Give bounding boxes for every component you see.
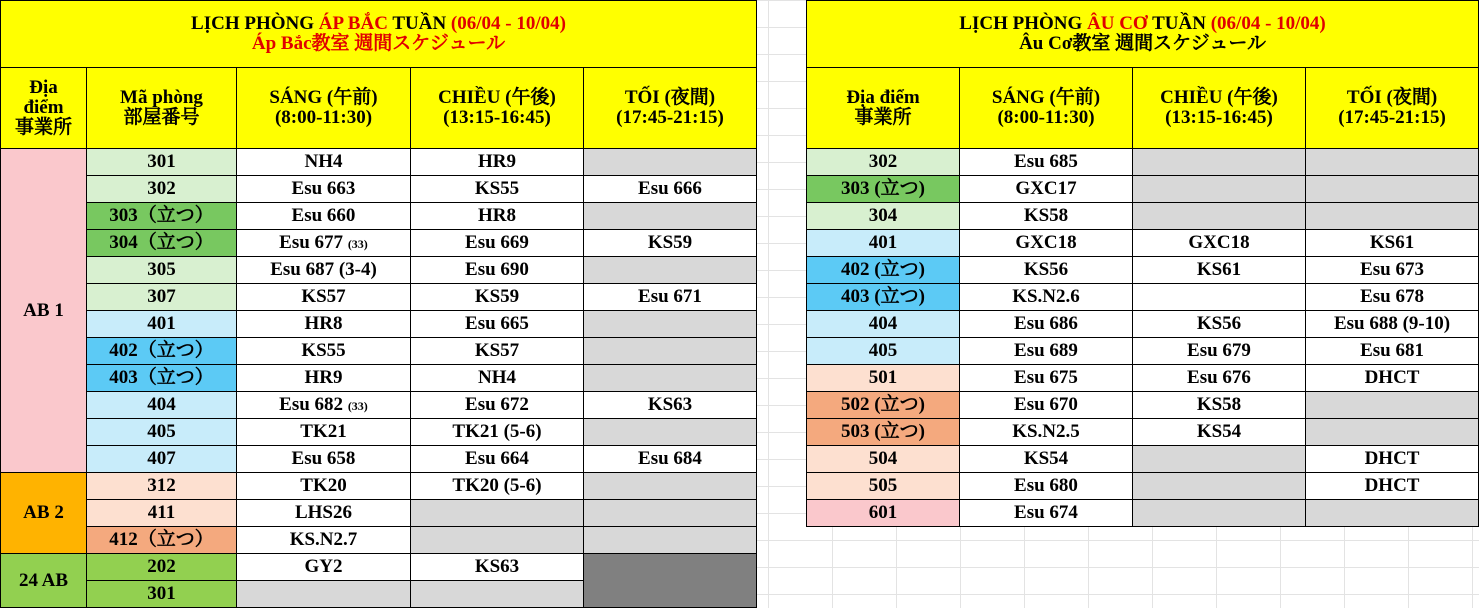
table-row xyxy=(1,230,757,257)
morning-cell: KS.N2.5 xyxy=(960,419,1133,446)
morning-cell: Esu 675 xyxy=(960,365,1133,392)
room-cell: 412（立つ） xyxy=(87,527,237,554)
morning-cell: GXC17 xyxy=(960,176,1133,203)
table-row xyxy=(807,176,1479,203)
afternoon-cell: KS55 xyxy=(411,176,584,203)
table-row xyxy=(1,500,757,527)
table-row xyxy=(807,203,1479,230)
evening-cell xyxy=(584,149,757,176)
table-row xyxy=(807,338,1479,365)
morning-cell: Esu 677 (33) xyxy=(237,230,411,257)
table-row xyxy=(1,176,757,203)
evening-cell xyxy=(584,203,757,230)
evening-cell xyxy=(584,257,757,284)
evening-cell xyxy=(584,365,757,392)
morning-cell: KS54 xyxy=(960,446,1133,473)
location-header: Địa điểm 事業所 xyxy=(1,68,87,149)
afternoon-cell xyxy=(1133,473,1306,500)
morning-cell: NH4 xyxy=(237,149,411,176)
afternoon-cell xyxy=(411,581,584,608)
room-cell: 501 xyxy=(807,365,960,392)
table-row xyxy=(1,203,757,230)
table-row xyxy=(1,284,757,311)
morning-cell: Esu 680 xyxy=(960,473,1133,500)
evening-cell xyxy=(584,419,757,446)
table-row xyxy=(1,473,757,500)
afternoon-cell xyxy=(411,527,584,554)
au-co-schedule-table xyxy=(806,0,1479,527)
room-cell: 503 (立つ) xyxy=(807,419,960,446)
afternoon-cell: Esu 676 xyxy=(1133,365,1306,392)
room-cell: 402 (立つ) xyxy=(807,257,960,284)
evening-cell: DHCT xyxy=(1306,365,1479,392)
au-co-title-cell xyxy=(807,1,1479,68)
evening-cell: Esu 666 xyxy=(584,176,757,203)
room-cell: 301 xyxy=(87,581,237,608)
evening-cell: Esu 673 xyxy=(1306,257,1479,284)
location-group-ab1: AB 1 xyxy=(1,149,87,473)
room-cell: 402（立つ） xyxy=(87,338,237,365)
morning-cell: Esu 687 (3-4) xyxy=(237,257,411,284)
evening-cell: DHCT xyxy=(1306,446,1479,473)
location-group-24ab: 24 AB xyxy=(1,554,87,608)
table-row xyxy=(807,500,1479,527)
evening-cell xyxy=(1306,203,1479,230)
afternoon-cell: Esu 672 xyxy=(411,392,584,419)
table-row xyxy=(1,554,757,581)
afternoon-cell: Esu 679 xyxy=(1133,338,1306,365)
evening-cell: Esu 671 xyxy=(584,284,757,311)
table-row xyxy=(1,527,757,554)
afternoon-cell: GXC18 xyxy=(1133,230,1306,257)
room-cell: 405 xyxy=(87,419,237,446)
afternoon-cell: KS54 xyxy=(1133,419,1306,446)
morning-cell: TK20 xyxy=(237,473,411,500)
evening-cell xyxy=(1306,149,1479,176)
morning-cell: KS56 xyxy=(960,257,1133,284)
capacity-note: (33) xyxy=(347,236,368,251)
evening-header: TỐI (夜間) (17:45-21:15) xyxy=(1306,68,1479,149)
afternoon-cell: Esu 665 xyxy=(411,311,584,338)
morning-header: SÁNG (午前) (8:00-11:30) xyxy=(960,68,1133,149)
morning-cell: GXC18 xyxy=(960,230,1133,257)
table-row xyxy=(1,338,757,365)
evening-cell: KS63 xyxy=(584,392,757,419)
table-row xyxy=(1,149,757,176)
morning-cell: LHS26 xyxy=(237,500,411,527)
afternoon-cell: HR9 xyxy=(411,149,584,176)
table-row xyxy=(807,230,1479,257)
morning-cell: Esu 686 xyxy=(960,311,1133,338)
afternoon-cell xyxy=(411,500,584,527)
evening-cell: Esu 678 xyxy=(1306,284,1479,311)
table-row xyxy=(1,419,757,446)
morning-cell: Esu 674 xyxy=(960,500,1133,527)
table-row xyxy=(807,149,1479,176)
room-cell: 304 xyxy=(807,203,960,230)
afternoon-cell xyxy=(1133,284,1306,311)
evening-cell: KS59 xyxy=(584,230,757,257)
afternoon-cell: KS61 xyxy=(1133,257,1306,284)
evening-cell xyxy=(584,338,757,365)
afternoon-cell: HR8 xyxy=(411,203,584,230)
room-cell: 401 xyxy=(807,230,960,257)
afternoon-cell: KS63 xyxy=(411,554,584,581)
table-row xyxy=(807,257,1479,284)
room-cell: 305 xyxy=(87,257,237,284)
morning-cell: KS58 xyxy=(960,203,1133,230)
evening-cell xyxy=(584,500,757,527)
table-row xyxy=(1,392,757,419)
evening-cell xyxy=(584,527,757,554)
afternoon-cell: KS56 xyxy=(1133,311,1306,338)
evening-cell xyxy=(584,311,757,338)
room-cell: 301 xyxy=(87,149,237,176)
evening-cell xyxy=(1306,392,1479,419)
evening-cell xyxy=(1306,176,1479,203)
room-cell: 401 xyxy=(87,311,237,338)
table-row xyxy=(807,392,1479,419)
room-cell: 307 xyxy=(87,284,237,311)
morning-cell: TK21 xyxy=(237,419,411,446)
room-cell: 303（立つ） xyxy=(87,203,237,230)
room-cell: 303 (立つ) xyxy=(807,176,960,203)
room-cell: 405 xyxy=(807,338,960,365)
afternoon-cell: Esu 664 xyxy=(411,446,584,473)
morning-cell: GY2 xyxy=(237,554,411,581)
evening-cell: KS61 xyxy=(1306,230,1479,257)
room-cell: 304（立つ） xyxy=(87,230,237,257)
room-cell: 202 xyxy=(87,554,237,581)
room-cell: 504 xyxy=(807,446,960,473)
afternoon-cell xyxy=(1133,176,1306,203)
table-row xyxy=(807,446,1479,473)
room-cell: 601 xyxy=(807,500,960,527)
room-cell: 505 xyxy=(807,473,960,500)
morning-cell xyxy=(237,581,411,608)
morning-cell: KS.N2.7 xyxy=(237,527,411,554)
room-cell: 404 xyxy=(87,392,237,419)
room-cell: 403（立つ） xyxy=(87,365,237,392)
afternoon-cell: Esu 690 xyxy=(411,257,584,284)
room-cell: 403 (立つ) xyxy=(807,284,960,311)
evening-cell: Esu 684 xyxy=(584,446,757,473)
afternoon-header: CHIỀU (午後) (13:15-16:45) xyxy=(411,68,584,149)
evening-cell xyxy=(584,473,757,500)
table-row xyxy=(1,365,757,392)
afternoon-cell: KS59 xyxy=(411,284,584,311)
afternoon-cell xyxy=(1133,446,1306,473)
afternoon-cell xyxy=(1133,203,1306,230)
au-co-title: LỊCH PHÒNG ÂU CƠ TUẦN (06/04 - 10/04) xyxy=(959,13,1326,34)
room-cell: 302 xyxy=(807,149,960,176)
evening-cell: DHCT xyxy=(1306,473,1479,500)
room-cell: 407 xyxy=(87,446,237,473)
morning-cell: Esu 663 xyxy=(237,176,411,203)
room-cell: 312 xyxy=(87,473,237,500)
room-cell: 502 (立つ) xyxy=(807,392,960,419)
evening-cell: Esu 688 (9-10) xyxy=(1306,311,1479,338)
evening-cell: Esu 681 xyxy=(1306,338,1479,365)
evening-cell xyxy=(1306,500,1479,527)
morning-cell: KS57 xyxy=(237,284,411,311)
room-cell: 411 xyxy=(87,500,237,527)
morning-cell: HR9 xyxy=(237,365,411,392)
location-group-ab2: AB 2 xyxy=(1,473,87,554)
morning-cell: Esu 689 xyxy=(960,338,1133,365)
table-row xyxy=(1,257,757,284)
afternoon-cell: KS57 xyxy=(411,338,584,365)
afternoon-cell xyxy=(1133,500,1306,527)
location-header: Địa điểm 事業所 xyxy=(807,68,960,149)
morning-cell: Esu 685 xyxy=(960,149,1133,176)
morning-cell: KS55 xyxy=(237,338,411,365)
table-row xyxy=(807,311,1479,338)
afternoon-cell: KS58 xyxy=(1133,392,1306,419)
ap-bac-title: LỊCH PHÒNG ÁP BẮC TUẦN (06/04 - 10/04) xyxy=(191,13,566,34)
ap-bac-title-cell xyxy=(1,1,757,68)
morning-cell: Esu 682 (33) xyxy=(237,392,411,419)
table-row xyxy=(807,473,1479,500)
afternoon-cell: TK20 (5-6) xyxy=(411,473,584,500)
afternoon-header: CHIỀU (午後) (13:15-16:45) xyxy=(1133,68,1306,149)
room-cell: 302 xyxy=(87,176,237,203)
evening-cell xyxy=(584,554,757,608)
table-row xyxy=(1,311,757,338)
evening-cell xyxy=(1306,419,1479,446)
room-cell: 404 xyxy=(807,311,960,338)
morning-cell: Esu 658 xyxy=(237,446,411,473)
morning-cell: Esu 670 xyxy=(960,392,1133,419)
morning-header: SÁNG (午前) (8:00-11:30) xyxy=(237,68,411,149)
room-code-header: Mã phòng 部屋番号 xyxy=(87,68,237,149)
morning-cell: Esu 660 xyxy=(237,203,411,230)
afternoon-cell: TK21 (5-6) xyxy=(411,419,584,446)
capacity-note: (33) xyxy=(347,398,368,413)
table-row xyxy=(1,446,757,473)
table-row xyxy=(807,284,1479,311)
evening-header: TỐI (夜間) (17:45-21:15) xyxy=(584,68,757,149)
morning-cell: HR8 xyxy=(237,311,411,338)
afternoon-cell: Esu 669 xyxy=(411,230,584,257)
table-row xyxy=(807,365,1479,392)
au-co-subtitle: Âu Cơ教室 週間スケジュール xyxy=(1019,33,1266,54)
ap-bac-subtitle: Áp Bắc教室 週間スケジュール xyxy=(251,33,506,54)
morning-cell: KS.N2.6 xyxy=(960,284,1133,311)
afternoon-cell xyxy=(1133,149,1306,176)
table-row xyxy=(807,419,1479,446)
afternoon-cell: NH4 xyxy=(411,365,584,392)
